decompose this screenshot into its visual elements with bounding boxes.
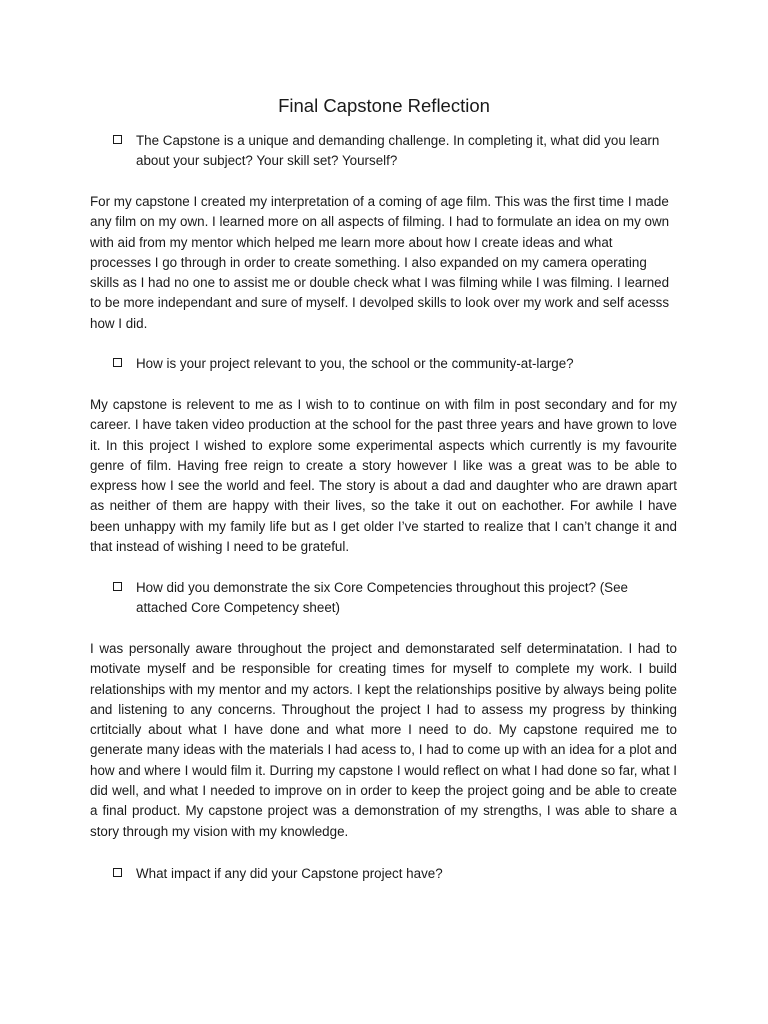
document-title: Final Capstone Reflection <box>278 95 490 116</box>
checkbox-icon <box>113 358 122 367</box>
question-4 <box>113 864 673 884</box>
answer-2: My capstone is relevent to me as I wish to to continue on with film in post secondary and for my career. I have taken video production at the school for the past three years and have grown to love it. In this project I wished to explore some experimental aspects which currently is my favourite genre of film. Having free reign to create a story however I like was a great was to be able to express how I see the world and feel. The story is about a dad and daughter who are drawn apart as neither of them are happy with their lives, so the take it out on eachother. For awhile I have been unhappy with my family life but as I get older I’ve started to realize that I can’t change it and that instead of wishing I need to be grateful. <box>90 397 677 555</box>
answer-3: I was personally aware throughout the project and demonstarated self determinatation. I had to motivate myself and be responsible for creating times for myself to complete my work. I build relationships with my mentor and my actors. I kept the relationships positive by always being polite and listening to any concerns. Throughout the project I had to assess my progress by thinking crtitcially about what I have done and what more I need to do. My capstone required me to generate many ideas with the materials I had acess to, I had to come up with an idea for a plot and how and where I would film it. Durring my capstone I would reflect on what I had done so far, what I did well, and what I needed to improve on in order to keep the project going and be able to create a final product. My capstone project was a demonstration of my strengths, I was able to share a story through my vision with my knowledge. <box>90 641 677 839</box>
question-2 <box>113 354 673 374</box>
question-1-text: The Capstone is a unique and demanding challenge. In completing it, what did you learn about your subject? Your skill set? Yourself? <box>136 133 660 169</box>
question-4-text: What impact if any did your Capstone project have? <box>136 866 443 881</box>
answer-1: For my capstone I created my interpretation of a coming of age film. This was the first time I made any film on my own. I learned more on all aspects of filming. I had to formulate an idea on my own with aid from my mentor which helped me learn more about how I create ideas and what processes I go through in order to create something. I also expanded on my camera operating skills as I had no one to assist me or double check what I was filming while I was filming. I learned to be more independant and sure of myself. I devolped skills to look over my work and self acesss how I did. <box>90 194 670 331</box>
checkbox-icon <box>113 868 122 877</box>
question-2-text: How is your project relevant to you, the school or the community-at-large? <box>136 356 574 371</box>
checkbox-icon <box>113 582 122 591</box>
question-3-text: How did you demonstrate the six Core Competencies throughout this project? (See attached Core Competency sheet) <box>136 580 628 616</box>
question-3 <box>113 578 673 619</box>
checkbox-icon <box>113 135 122 144</box>
question-1 <box>113 131 673 172</box>
